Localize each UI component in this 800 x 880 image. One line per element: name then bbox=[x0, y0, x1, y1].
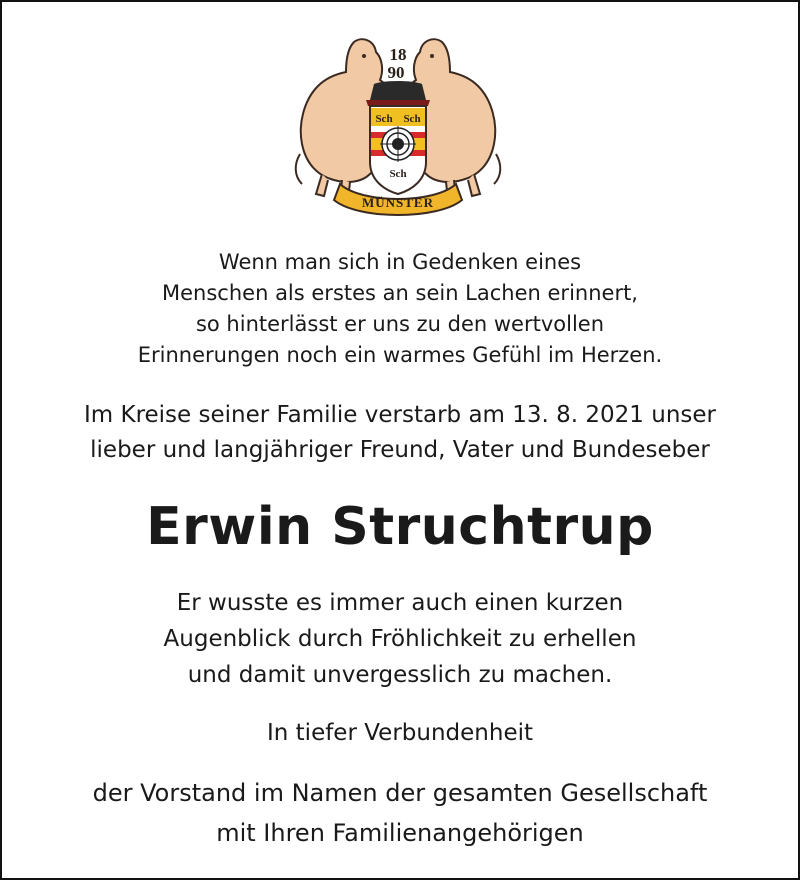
signature-block bbox=[0, 773, 800, 853]
tribute-line: Er wusste es immer auch einen kurzen bbox=[176, 590, 624, 616]
signature-line: der Vorstand im Namen der gesamten Gesellschaft bbox=[92, 779, 708, 807]
shield-label-right: Sch bbox=[403, 113, 421, 125]
tribute-text bbox=[0, 585, 800, 693]
quote-line: Erinnerungen noch ein warmes Gefühl im Herzen. bbox=[137, 343, 663, 367]
logo-year-top: 18 bbox=[389, 45, 407, 64]
quote-line: Menschen als erstes an sein Lachen erinnert, bbox=[162, 281, 638, 305]
closing-phrase: In tiefer Verbundenheit bbox=[266, 720, 534, 746]
announcement-line: Im Kreise seiner Familie verstarb am 13. 8. 2021 unser bbox=[83, 402, 716, 428]
shield-label-left: Sch bbox=[375, 113, 393, 125]
shield-label-bottom: Sch bbox=[389, 168, 407, 180]
quote-line: Wenn man sich in Gedenken eines bbox=[218, 250, 582, 274]
tribute-line: Augenblick durch Fröhlichkeit zu erhellen bbox=[163, 626, 637, 652]
signature-line: mit Ihren Familienangehörigen bbox=[216, 819, 584, 847]
death-announcement bbox=[0, 398, 800, 468]
logo-year-bottom: 90 bbox=[387, 63, 405, 82]
banner-text: MÜNSTER bbox=[361, 195, 435, 210]
deceased-name: Erwin Struchtrup bbox=[146, 497, 654, 557]
announcement-line: lieber und langjähriger Freund, Vater und Bundeseber bbox=[90, 437, 710, 463]
club-emblem-logo bbox=[292, 34, 504, 224]
quote-line: so hinterlässt er uns zu den wertvollen bbox=[195, 312, 605, 336]
tribute-line: und damit unvergesslich zu machen. bbox=[187, 662, 613, 688]
hat-icon bbox=[370, 81, 426, 100]
memorial-quote bbox=[0, 247, 800, 371]
